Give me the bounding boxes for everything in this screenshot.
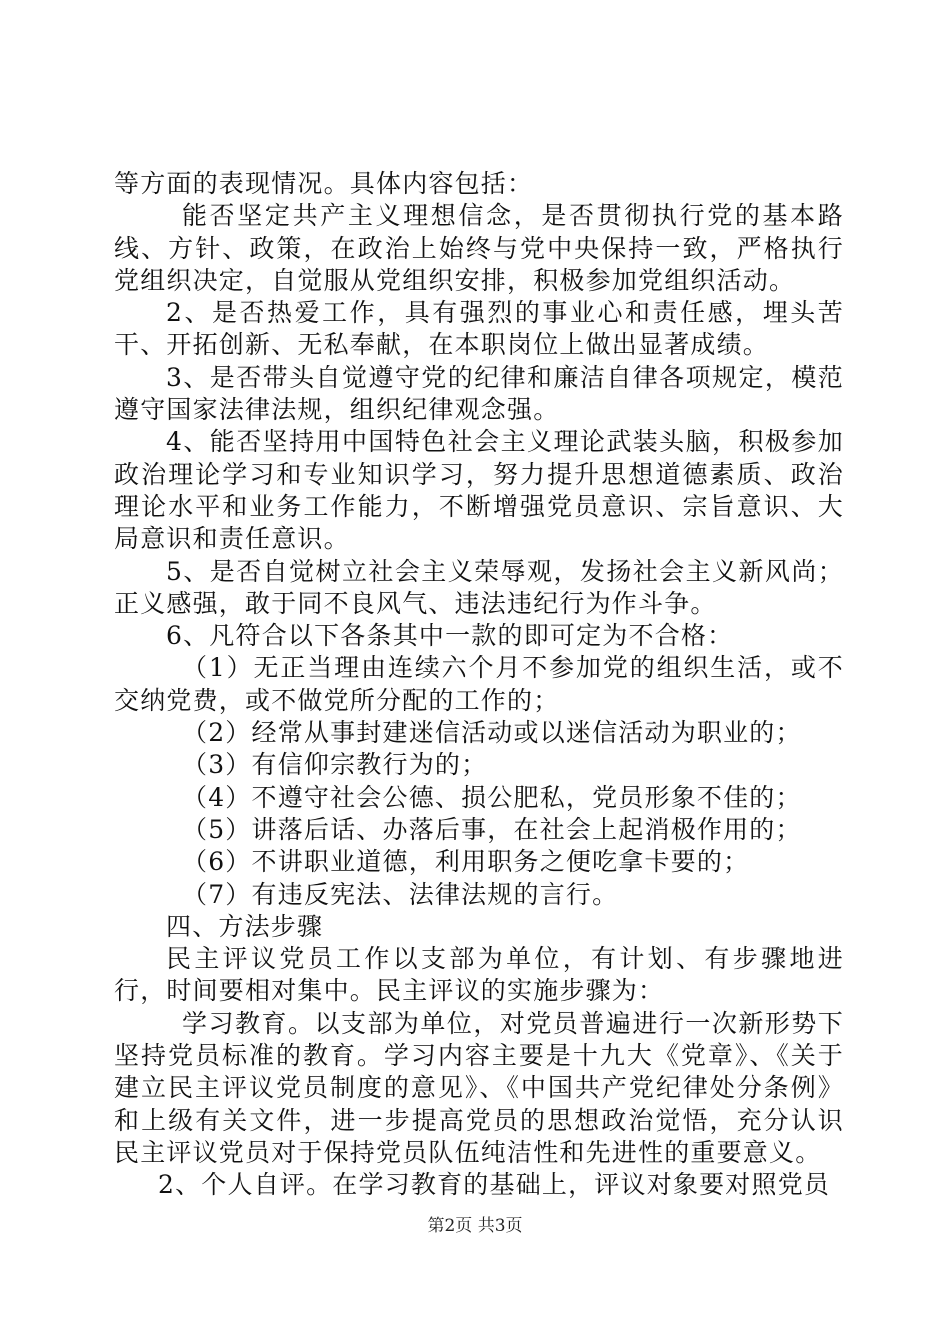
paragraph-13: （6）不讲职业道德，利用职务之便吃拿卡要的；: [182, 847, 750, 877]
paragraph-17: 学习教育。以支部为单位，对党员普遍进行一次新形势下坚持党员标准的教育。学习内容主要是十九大《党章》、《关于建立民主评议党员制度的意见》、《中国共产党纪律处分条例》和上级有关文件，进一步提高党员的思想政治觉悟，充分认识民主评议党员对于保持党员队伍纯洁性和先进性的重要意义。: [114, 1008, 844, 1167]
paragraph-9: （2）经常从事封建迷信活动或以迷信活动为职业的；: [182, 718, 802, 748]
paragraph-7: 6、凡符合以下各条其中一款的即可定为不合格：: [166, 621, 734, 651]
paragraph-3: 2、是否热爱工作，具有强烈的事业心和责任感，埋头苦干、开拓创新、无私奉献，在本职岗位上做出显著成绩。: [114, 298, 844, 360]
document-body: [114, 168, 844, 1202]
paragraph-10: （3）有信仰宗教行为的；: [182, 750, 488, 780]
paragraph-6: 5、是否自觉树立社会主义荣辱观，发扬社会主义新风尚；正义感强，敢于同不良风气、违法违纪行为作斗争。: [114, 556, 844, 618]
paragraph-2: 能否坚定共产主义理想信念，是否贯彻执行党的基本路线、方针、政策，在政治上始终与党中央保持一致，严格执行党组织决定，自觉服从党组织安排，积极参加党组织活动。: [114, 201, 844, 295]
paragraph-12: （5）讲落后话、办落后事，在社会上起消极作用的；: [182, 814, 802, 844]
paragraph-1: 等方面的表现情况。具体内容包括：: [114, 169, 534, 198]
section-heading: 四、方法步骤: [166, 911, 324, 941]
paragraph-16: 民主评议党员工作以支部为单位，有计划、有步骤地进行，时间要相对集中。民主评议的实施步骤为：: [114, 944, 844, 1006]
paragraph-18: 2、个人自评。在学习教育的基础上，评议对象要对照党员: [158, 1170, 831, 1200]
paragraph-4: 3、是否带头自觉遵守党的纪律和廉洁自律各项规定，模范遵守国家法律法规，组织纪律观念强。: [114, 362, 844, 425]
paragraph-8: （1）无正当理由连续六个月不参加党的组织生活，或不交纳党费，或不做党所分配的工作的；: [114, 653, 844, 715]
paragraph-11: （4）不遵守社会公德、损公肥私，党员形象不佳的；: [182, 782, 802, 812]
paragraph-5: 4、能否坚持用中国特色社会主义理论武装头脑，积极参加政治理论学习和专业知识学习，努力提升思想道德素质、政治理论水平和业务工作能力，不断增强党员意识、宗旨意识、大局意识和责任意识。: [114, 427, 844, 554]
page-footer: 第2页 共3页: [427, 1216, 523, 1236]
paragraph-14: （7）有违反宪法、法律法规的言行。: [182, 879, 619, 909]
